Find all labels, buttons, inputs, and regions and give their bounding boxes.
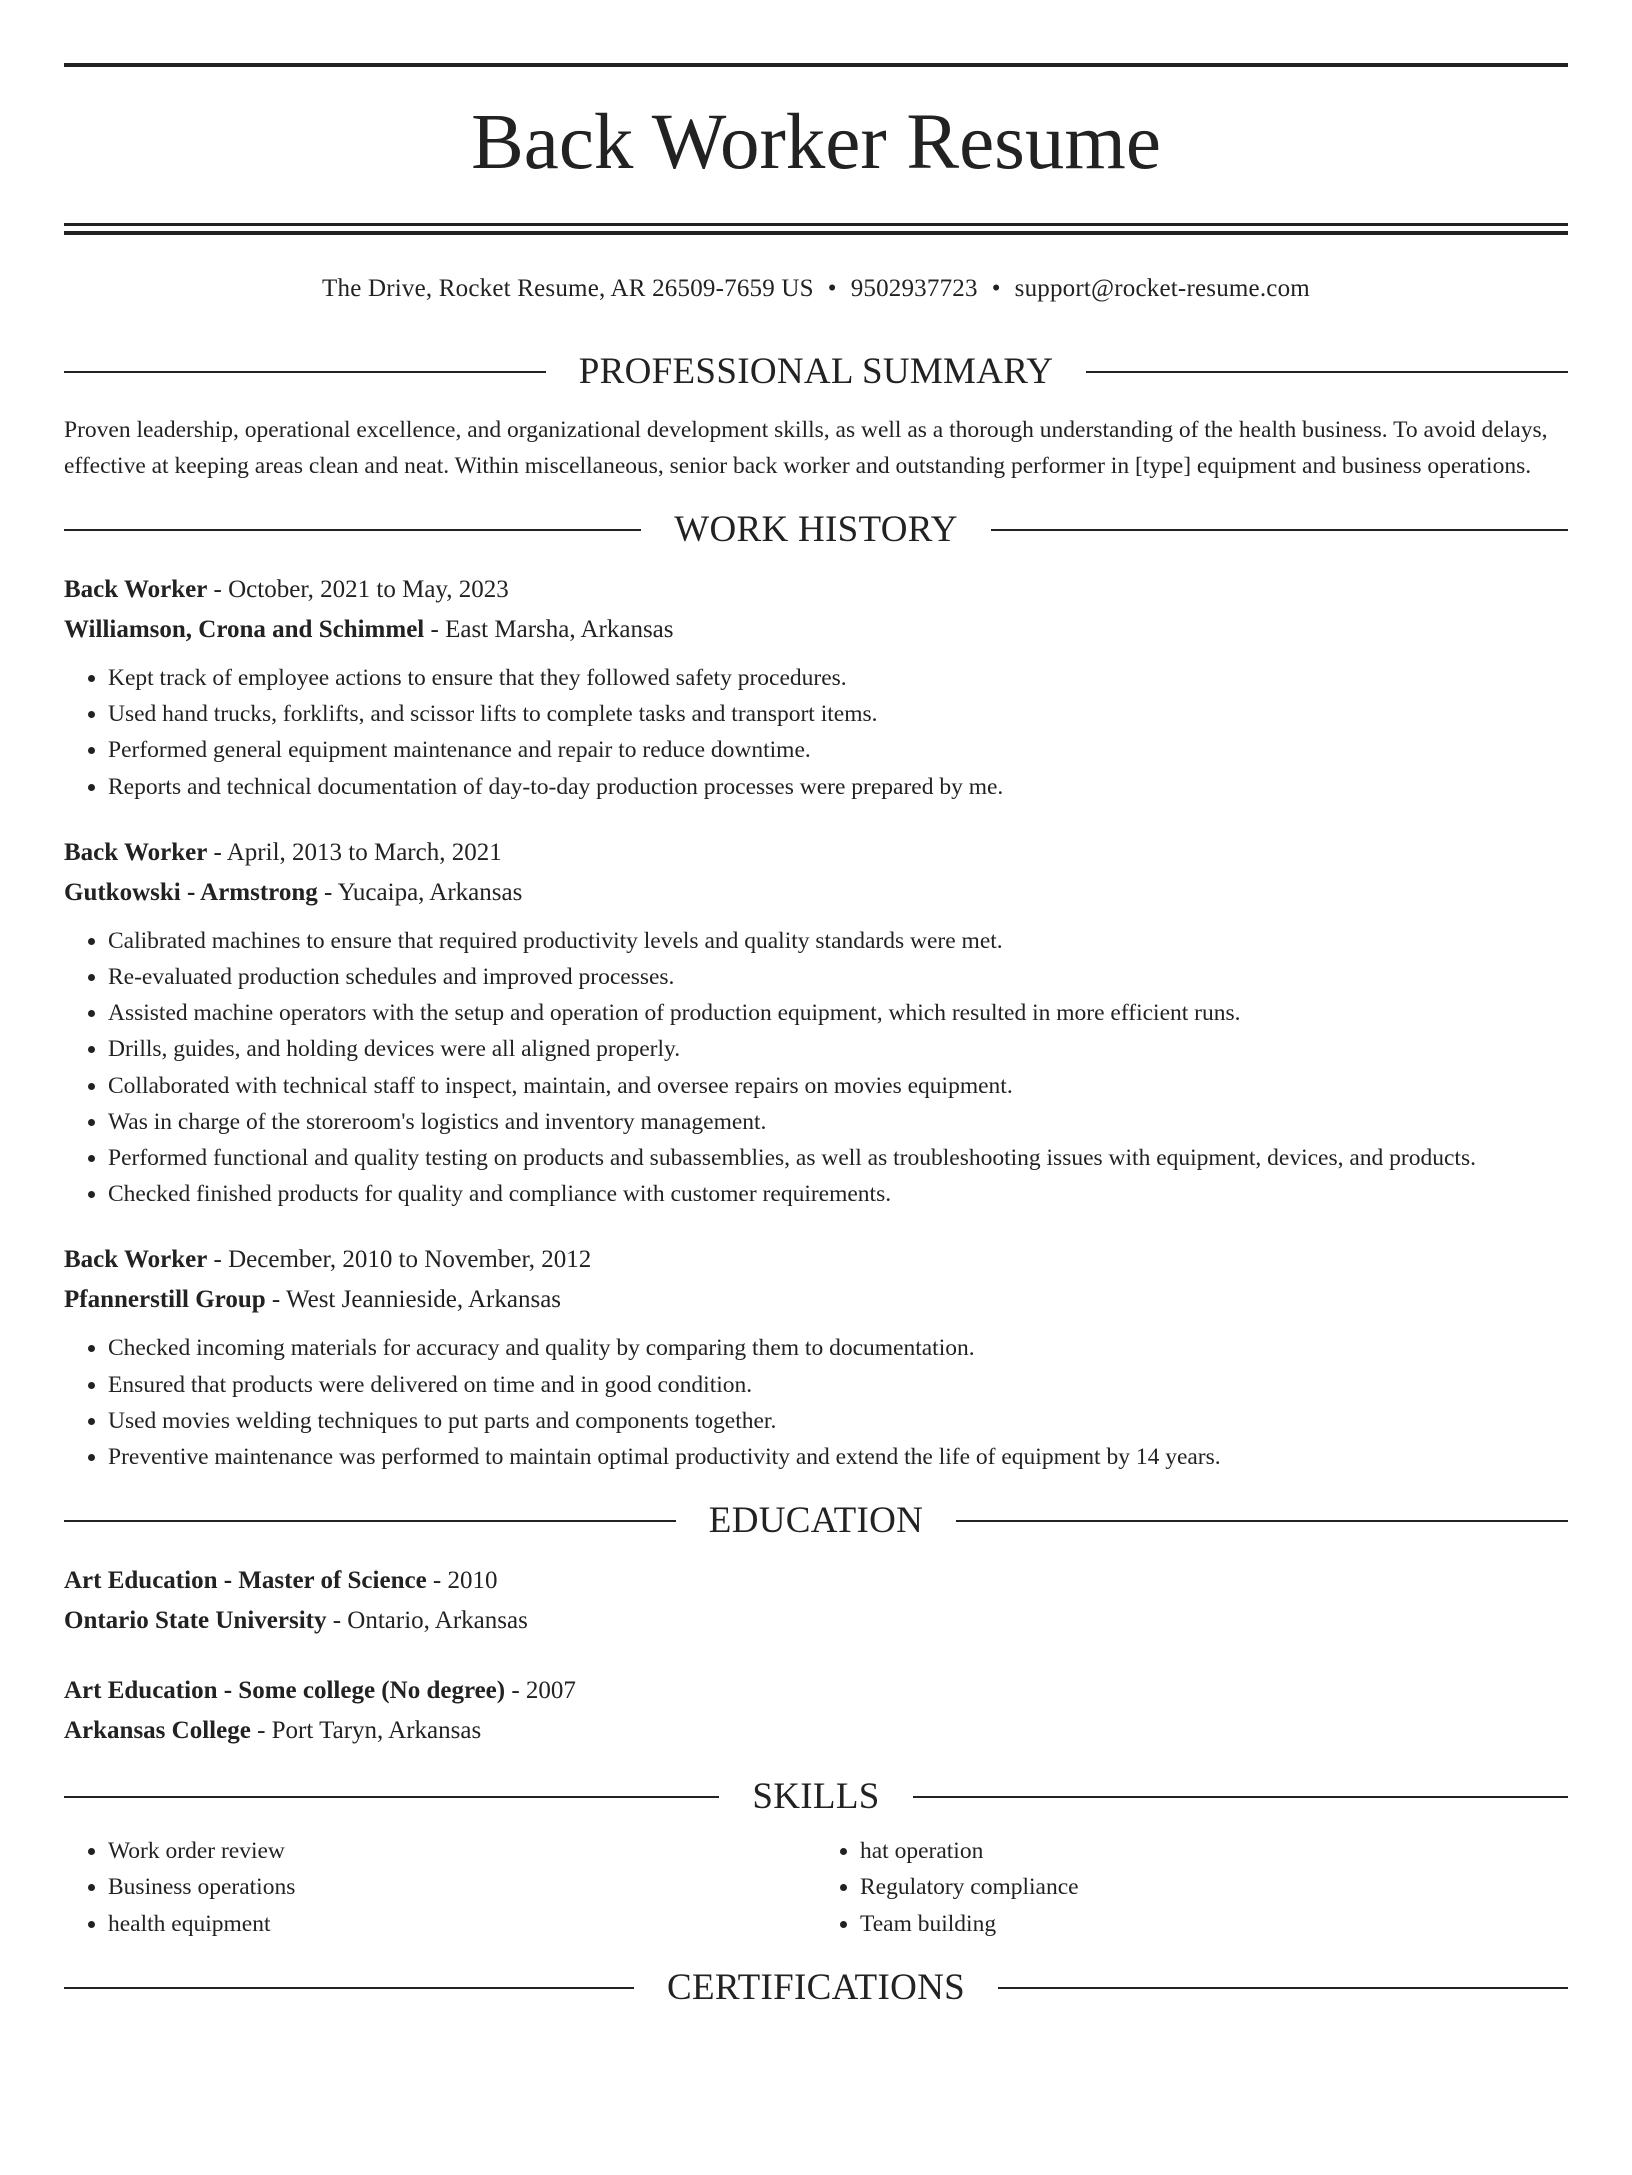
list-item: • Business operations: [108, 1869, 816, 1905]
list-item: • hat operation: [860, 1833, 1568, 1869]
list-item: • Used movies welding techniques to put parts and components together.: [108, 1403, 1568, 1439]
job-entry: [64, 1240, 1568, 1475]
job-dates: - October, 2021 to May, 2023: [207, 576, 509, 603]
heading-rule: [64, 371, 546, 373]
list-item: • Team building: [860, 1906, 1568, 1942]
contact-email: support@rocket-resume.com: [1014, 275, 1310, 302]
job-title-line: [64, 570, 1568, 610]
job-title: Back Worker: [64, 838, 208, 866]
resume-title: Back Worker Resume: [471, 99, 1161, 186]
title-double-rule: [64, 223, 1568, 235]
list-item: • Collaborated with technical staff to inspect, maintain, and oversee repairs on movies equipment.: [108, 1068, 1568, 1104]
list-item: • Work order review: [108, 1833, 816, 1869]
education-school: Arkansas College: [64, 1717, 251, 1745]
job-company-line: [64, 1280, 1568, 1320]
list-item: • Ensured that products were delivered on time and in good condition.: [108, 1367, 1568, 1403]
section-title: SKILLS: [752, 1776, 880, 1818]
section-heading-skills: [64, 1775, 1568, 1819]
job-entry: [64, 570, 1568, 805]
section-heading-education: [64, 1499, 1568, 1543]
education-degree: Art Education - Some college (No degree): [64, 1677, 506, 1705]
list-item: • Drills, guides, and holding devices were all aligned properly.: [108, 1031, 1568, 1067]
job-company: Gutkowski - Armstrong: [64, 878, 318, 906]
job-company: Pfannerstill Group: [64, 1286, 266, 1314]
top-rule: [64, 63, 1568, 67]
list-item: • Checked finished products for quality and compliance with customer requirements.: [108, 1176, 1568, 1212]
education-school-line: [64, 1601, 1568, 1641]
heading-rule: [913, 1796, 1568, 1798]
job-company-line: [64, 873, 1568, 913]
list-item: • Performed functional and quality testing on products and subassemblies, as well as troubleshooting issues with equipment, devices, and products.: [108, 1140, 1568, 1176]
section-title: EDUCATION: [708, 1500, 924, 1542]
job-bullets: [64, 923, 1568, 1213]
list-item: • Calibrated machines to ensure that required productivity levels and quality standards were met.: [108, 923, 1568, 959]
job-title: Back Worker: [64, 576, 208, 603]
resume-page: [0, 63, 1632, 2175]
contact-address: The Drive, Rocket Resume, AR 26509-7659 US: [322, 275, 814, 302]
education-degree-line: [64, 1671, 1568, 1711]
contact-separator: •: [991, 275, 1001, 302]
job-company: Williamson, Crona and Schimmel: [64, 616, 425, 643]
section-title: CERTIFICATIONS: [667, 1966, 965, 2008]
contact-line: [64, 272, 1568, 306]
education-location: - Ontario, Arkansas: [326, 1607, 528, 1635]
list-item: • Was in charge of the storeroom's logistics and inventory management.: [108, 1104, 1568, 1140]
education-entry: [64, 1671, 1568, 1751]
list-item: • Performed general equipment maintenance and repair to reduce downtime.: [108, 732, 1568, 768]
list-item: • Preventive maintenance was performed to maintain optimal productivity and extend the life of equipment by 14 years.: [108, 1439, 1568, 1475]
heading-rule: [956, 1520, 1568, 1522]
education-school-line: [64, 1711, 1568, 1751]
list-item: • health equipment: [108, 1906, 816, 1942]
list-item: • Checked incoming materials for accuracy and quality by comparing them to documentation.: [108, 1330, 1568, 1366]
summary-text: Proven leadership, operational excellence, and organizational development skills, as well as a thorough understanding of the health business. To avoid delays, effective at keeping areas clean and neat. Within miscellaneous, senior back worker and outstanding performer in [type] equipment and business operations.: [64, 417, 1548, 479]
skills-list-left: [64, 1833, 816, 1942]
education-degree-line: [64, 1561, 1568, 1601]
list-item: • Re-evaluated production schedules and improved processes.: [108, 959, 1568, 995]
contact-phone: 9502937723: [850, 275, 978, 302]
job-location: - Yucaipa, Arkansas: [317, 878, 523, 906]
section-title: WORK HISTORY: [674, 509, 958, 550]
education-entry: [64, 1561, 1568, 1641]
skills-columns: [64, 1833, 1568, 1942]
heading-rule: [1086, 371, 1568, 373]
education-school: Ontario State University: [64, 1607, 327, 1635]
list-item: • Used hand trucks, forklifts, and scissor lifts to complete tasks and transport items.: [108, 696, 1568, 732]
heading-rule: [64, 1796, 719, 1798]
education-location: - Port Taryn, Arkansas: [250, 1717, 482, 1745]
education-year: - 2007: [505, 1677, 576, 1705]
job-dates: - April, 2013 to March, 2021: [207, 838, 502, 866]
contact-separator: •: [827, 275, 837, 302]
education-year: - 2010: [426, 1567, 498, 1595]
section-title: PROFESSIONAL SUMMARY: [578, 351, 1054, 392]
list-item: • Kept track of employee actions to ensure that they followed safety procedures.: [108, 660, 1568, 696]
job-bullets: [64, 1330, 1568, 1475]
heading-rule: [64, 529, 641, 531]
job-location: - West Jeannieside, Arkansas: [265, 1286, 562, 1314]
job-dates: - December, 2010 to November, 2012: [207, 1246, 592, 1274]
education-degree: Art Education - Master of Science: [64, 1567, 427, 1595]
job-entry: [64, 833, 1568, 1213]
job-title: Back Worker: [64, 1246, 208, 1274]
heading-rule: [64, 1520, 676, 1522]
list-item: • Regulatory compliance: [860, 1869, 1568, 1905]
job-title-line: [64, 1240, 1568, 1280]
job-title-line: [64, 833, 1568, 873]
heading-rule: [64, 1987, 634, 1989]
heading-rule: [998, 1987, 1568, 1989]
job-company-line: [64, 610, 1568, 650]
heading-rule: [991, 529, 1568, 531]
section-heading-certifications: [64, 1966, 1568, 2010]
list-item: • Assisted machine operators with the setup and operation of production equipment, which resulted in more efficient runs.: [108, 995, 1568, 1031]
job-bullets: [64, 660, 1568, 805]
section-heading-work: [64, 508, 1568, 552]
section-heading-summary: [64, 350, 1568, 394]
list-item: • Reports and technical documentation of day-to-day production processes were prepared by me.: [108, 769, 1568, 805]
skills-list-right: [816, 1833, 1568, 1942]
job-location: - East Marsha, Arkansas: [424, 616, 674, 643]
